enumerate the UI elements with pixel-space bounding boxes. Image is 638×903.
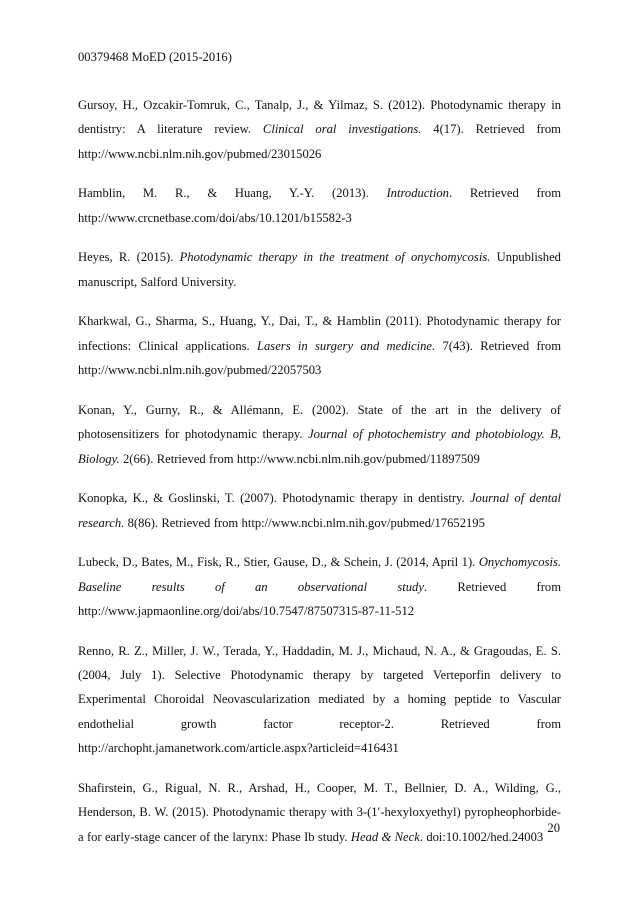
reference-text: Gursoy, H., Ozcakir-Tomruk, C., Tanalp, J., & Yilmaz, S. (2012). Photodynamic therapy in dentistry: A literature review.	[78, 98, 561, 137]
reference-journal: Introduction	[386, 186, 449, 201]
reference-journal: Lasers in surgery and medicine.	[257, 338, 436, 353]
reference-text: . Retrieved from http://www.crcnetbase.com/doi/abs/10.1201/b15582-3	[78, 186, 561, 225]
reference-text: Shafirstein, G., Rigual, N. R., Arshad, H., Cooper, M. T., Bellnier, D. A., Wilding, G., Henderson, B. W. (2015). Photodynamic therapy with 3-(1′-hexyloxyethyl) pyropheophorbide-a for early-stage cancer of the larynx: Phase Ib study.	[78, 780, 561, 844]
reference-gursoy	[78, 93, 561, 166]
reference-text: 7(43). Retrieved from http://www.ncbi.nlm.nih.gov/pubmed/22057503	[78, 338, 561, 378]
reference-hamblin	[78, 181, 561, 230]
reference-text: Konan, Y., Gurny, R., & Allémann, E. (2002). State of the art in the delivery of photosensitizers for photodynamic therapy.	[78, 402, 561, 442]
reference-shafirstein	[78, 776, 561, 849]
reference-text: Renno, R. Z., Miller, J. W., Terada, Y., Haddadin, M. J., Michaud, N. A., & Gragoudas, E. S. (2004, July 1). Selective Photodynamic therapy by targeted Verteporfin delivery to Experimental Choroidal Neovascularization mediated by a homing peptide to Vascular endothelial growth factor receptor-2. Retrieved from http://archopht.jamanetwork.com/article.aspx?articleid=416431	[78, 643, 561, 756]
reference-text: 8(86). Retrieved from http://www.ncbi.nlm.nih.gov/pubmed/17652195	[124, 515, 485, 530]
reference-text: Lubeck, D., Bates, M., Fisk, R., Stier, Gause, D., & Schein, J. (2014, April 1).	[78, 555, 479, 570]
reference-journal: Onychomycosis. Baseline results of an observational study	[78, 555, 561, 594]
reference-renno	[78, 639, 561, 761]
reference-heyes	[78, 245, 561, 294]
reference-list	[78, 93, 561, 864]
reference-journal: Journal of dental research.	[78, 491, 561, 530]
reference-text: 4(17). Retrieved from http://www.ncbi.nlm.nih.gov/pubmed/23015026	[78, 122, 561, 161]
reference-text: 2(66). Retrieved from http://www.ncbi.nlm.nih.gov/pubmed/11897509	[119, 451, 480, 466]
reference-kharkwal	[78, 309, 561, 382]
reference-text: Hamblin, M. R., & Huang, Y.-Y. (2013).	[78, 186, 387, 201]
reference-text: Kharkwal, G., Sharma, S., Huang, Y., Dai, T., & Hamblin (2011). Photodynamic therapy for infections: Clinical applications.	[78, 314, 561, 353]
reference-text: . doi:10.1002/hed.24003	[419, 829, 544, 844]
reference-lubeck	[78, 550, 561, 623]
reference-journal: Head & Neck	[350, 829, 420, 844]
reference-konan	[78, 398, 561, 471]
reference-text: Unpublished manuscript, Salford University.	[78, 250, 561, 289]
reference-journal: Photodynamic therapy in the treatment of onychomycosis.	[179, 250, 491, 265]
reference-konopka	[78, 486, 561, 535]
reference-text: Heyes, R. (2015).	[78, 250, 180, 265]
reference-journal: Clinical oral investigations.	[262, 122, 422, 137]
reference-journal: Journal of photochemistry and photobiology. B, Biology.	[78, 427, 561, 466]
page-number: 20	[547, 821, 560, 835]
reference-text: Konopka, K., & Goslinski, T. (2007). Photodynamic therapy in dentistry.	[78, 491, 470, 506]
page-header: 00379468 MoED (2015-2016)	[78, 50, 232, 64]
reference-text: . Retrieved from http://www.japmaonline.org/doi/abs/10.7547/87507315-87-11-512	[78, 579, 562, 619]
